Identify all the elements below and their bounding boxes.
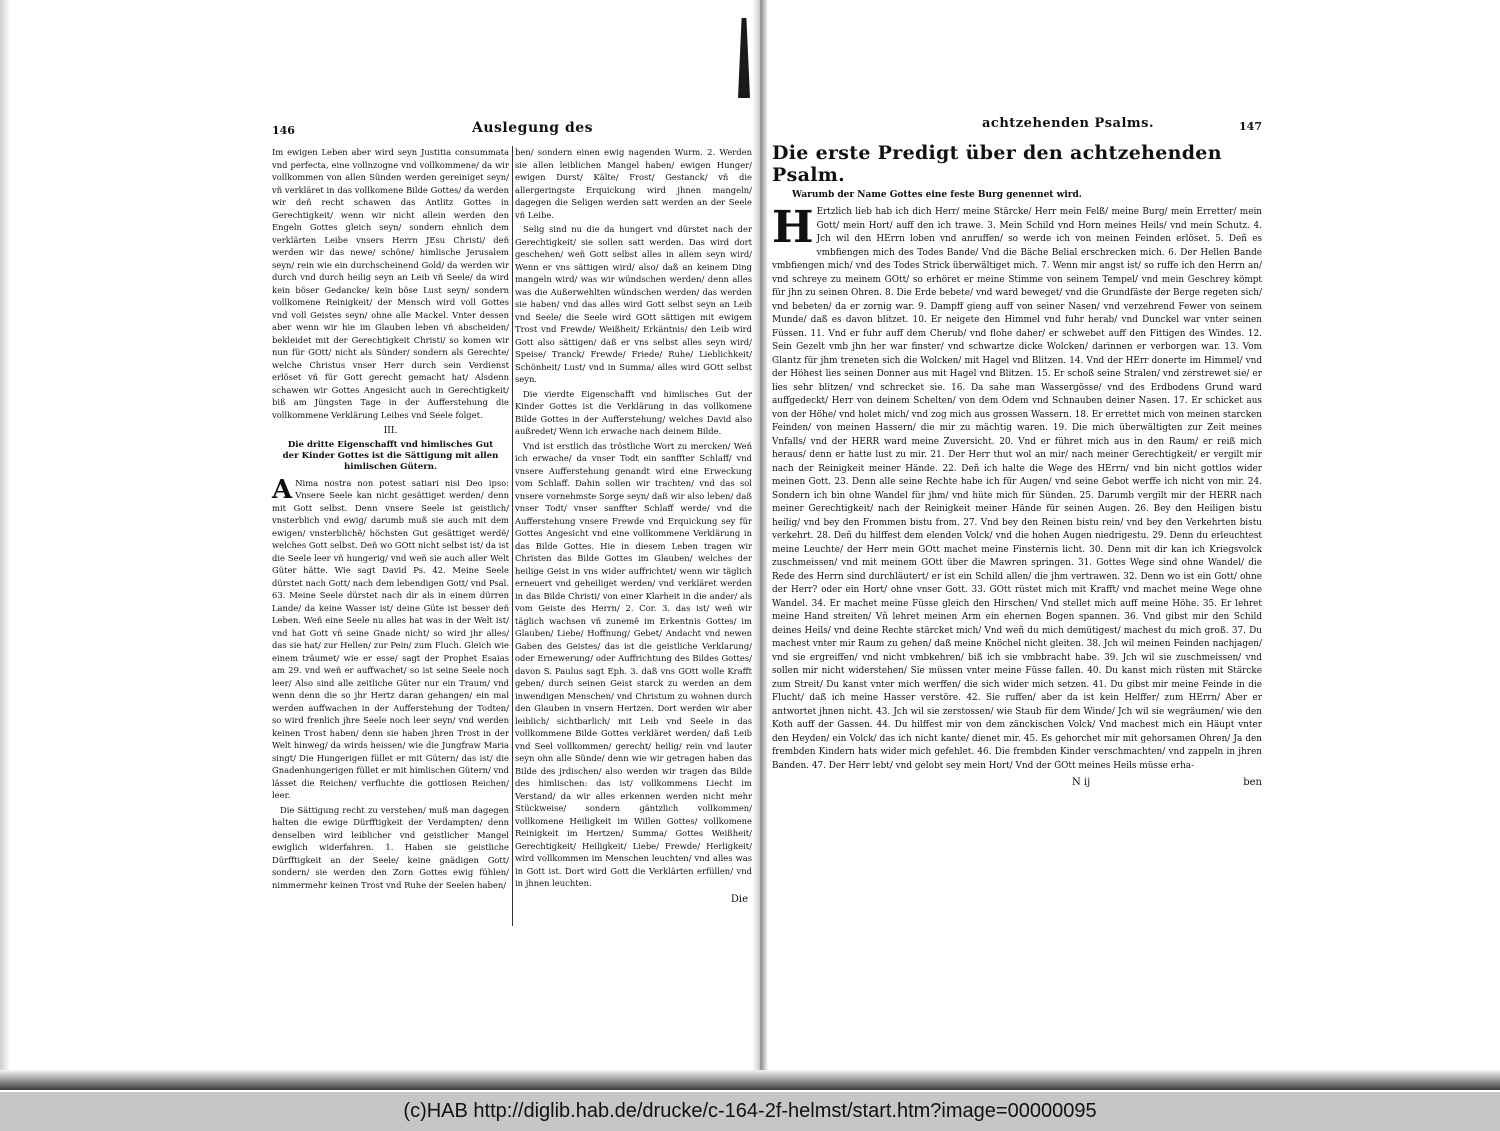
sermon-title: Die erste Predigt über den achtzehenden Psalm. <box>772 142 1222 186</box>
col1-body-paragraph <box>272 474 509 802</box>
col1-body-paragraph-2: Die Sättigung recht zu verstehen/ muß man dagegen halten die ewige Dürfftigkeit der Verdampten/ denn denselben wird leiblicher vnd geistlicher Mangel ewiglich widerfahren. 1. Haben sie geistliche Dürfftigkeit an der Seele/ keine gnädigen Gott/ sondern/ sie werden den Zorn Gottes ewig fühlen/ nimmermehr keinen Trost vnd Ruhe der Seelen haben/ <box>272 804 509 890</box>
col1-body-text: Nima nostra non potest satiari nisi Deo ipso: Vnsere Seele kan nicht gesättiget werden/ denn mit Gott selbst. Denn vnsere Seele ist geistlich/ vnsterblich vnd ewig/ darumb muß sie auch mit dem ewigen/ vnsterblichẽ/ höchsten Gut gesättiget werdẽ/ welches Gott selbst. Deñ wo GOtt nicht selbst ist/ da ist die Seele leer vñ hungerig/ vnd weñ sie auch aller Welt Güter hätte. Wie sagt David Ps. 42. Meine Seele dürstet nach Gott/ nach dem lebendigen Gott/ vnd Psal. 63. Meine Seele dürstet nach dir als in einem dürren Lande/ da keine Wasser ist/ deine Güte ist besser deñ Leben. Weñ eine Seele nu alles hat was in der Welt ist/ vnd hat Gott vñ seine Gnade nicht/ so wird jhr alles/ das sie hat/ zur Hellen/ zur Pein/ zum Fluch. Gleich wie einem träumet/ wie er esse/ sagt der Prophet Esaias am 29. vnd weñ er auffwachet/ so ist seine Seele noch leer/ Also sind alle zeitliche Güter nur ein Traum/ vnd wenn denn die so jhr Hertz daran gehangen/ ein mal werden auffwachen in der Aufferstehung der Todten/ so wird frenlich jhre Seele noch leer seyn/ vnd werden keinen Trost haben/ denn sie haben jhren Trost in der Welt hinweg/ da wirds heissen/ wie die Jungfraw Maria singt/ Die Hungerigen füllet er mit Gütern/ das ist/ die Gnadenhungerigen füllet er mit himlischen Gütern/ vnd lässet die Reichen/ verfluchte die gottlosen Reichen/ leer. <box>272 477 509 800</box>
signature-mark: N ij <box>1072 777 1091 788</box>
drop-cap: H <box>772 202 814 253</box>
left-page-columns <box>272 146 752 906</box>
scan-bottom-edge <box>0 1070 1500 1090</box>
section-number: III. <box>383 426 398 436</box>
col2-paragraph-1: ben/ sondern einen ewig nagenden Wurm. 2. Werden sie allen leiblichen Mangel haben/ ewigen Hunger/ ewigen Durst/ Kälte/ Frost/ Gestanck/ vñ die allergeringste Erquickung wird jhnen mangeln/ dagegen die Seligen werden satt werden an der Seele vñ Leibe. <box>515 147 752 220</box>
right-catchword: ben <box>1243 777 1262 788</box>
left-page-number: 146 <box>272 124 295 137</box>
col2-paragraph-2: Selig sind nu die da hungert vnd dürstet nach der Gerechtigkeit/ sie sollen satt werden. Das wird dort geschehen/ weñ Gott selbst alles in allem seyn wird/ Wenn er vns sättigen wird/ also/ daß an keinem Ding mangeln wird/ was wir wündschen werden/ denn alles was die Außerwehlten wündschen werden/ das werden sie haben/ vnd das alles wird Gott selbst seyn an Leib vnd Seele/ die Seele wird GOtt sättigen mit ewigem Trost vnd Frewde/ Weißheit/ Erkäntnis/ den Leib wird Gott also sättigen/ daß er vns selbst alles seyn wird/ Speise/ Tranck/ Frewde/ Friede/ Ruhe/ Lieblichkeit/ Schönheit/ Lust/ vnd in Summa/ alles wird GOtt selbst seyn. <box>515 224 752 384</box>
left-running-title: Auslegung des <box>472 120 594 136</box>
left-running-head <box>272 120 752 142</box>
left-page <box>272 120 752 940</box>
right-page-number: 147 <box>1239 120 1262 133</box>
left-catchword: Die <box>730 893 748 905</box>
right-page <box>772 110 1262 940</box>
right-running-title: achtzehenden Psalms. <box>982 116 1155 131</box>
right-running-head <box>772 110 1262 132</box>
psalm-text <box>772 202 1262 773</box>
page-edge-shadow <box>0 0 10 1090</box>
book-gutter <box>752 0 768 1080</box>
drop-cap: A <box>272 474 293 505</box>
left-column-2 <box>515 146 752 906</box>
left-column-1 <box>272 146 509 906</box>
right-page-footer <box>772 777 1262 793</box>
sermon-subtitle: Warumb der Name Gottes eine feste Burg genennet wird. <box>792 190 1082 200</box>
col2-paragraph-3: Die vierdte Eigenschafft vnd himlisches Gut der Kinder Gottes ist die Verklärung in das vollkomene Bilde Gottes in der Aufferstehung/ welches David also außredet/ Wenn ich erwache nach deinem Bilde. <box>515 388 752 436</box>
col1-intro-paragraph: Im ewigen Leben aber wird seyn Justitia consummata vnd perfecta, eine vollnzogne vnd vollkommene/ da wir vollkommen von allen Sünden werden gereiniget seyn/ vñ verkläret in das vollkomene Bilde Gottes/ da werden wir deñ recht schawen das Antlitz Gottes in Gerechtigkeit/ wenn wir nicht allein werden den Engeln Gottes gleich seyn/ sondern ehnlich dem verklärten Leibe vnsers Herrn JEsu Christi/ deñ werden wir das newe/ schöne/ himlische Jerusalem seyn/ rein wie ein durchscheinend Gold/ da werden wir durch vnd durch heilig seyn an Leib vñ Seele/ da wird kein böser Gedancke/ kein böse Lust seyn/ sondern vollkomene Reinigkeit/ der Mensch wird voll Gottes vnd voll Geistes seyn/ ohne alle Mackel. Vnter dessen aber wenn wir hie im Glauben leben vñ abscheiden/ bekleidet mit der Gerechtigkeit Christi/ so komen wir nun für GOtt/ nicht als Sünder/ sondern als Gerechte/ welche Christus vnser Herr durch sein Verdienst erlöset vñ für Gott gerecht gemacht hat/ Alsdenn schawen wir Gottes Angesicht auch in Gerechtigkeit/ biß am Jüngsten Tage in der Aufferstehung die vollkommene Verklärung Leibes vnd Seele folget. <box>272 147 509 420</box>
psalm-body: Ertzlich lieb hab ich dich Herr/ meine Stärcke/ Herr mein Felß/ meine Burg/ mein Erretter/ mein Gott/ mein Hort/ auff den ich trawe. 3. Mein Schild vnd Horn meines Heils/ vnd mein Schutz. 4. Jch wil den HErrn loben vnd anruffen/ so werde ich von meinen Feinden erlöset. 5. Deñ es vmbfiengen mich des Todes Bande/ Vnd die Bäche Belial erschrecken mich. 6. Der Hellen Bande vmbfiengen mich/ vnd des Todes Strick überwältiget mich. 7. Wenn mir angst ist/ so ruffe ich den Herrn an/ vnd schreye zu meinem GOtt/ so erhöret er meine Stimme von seinem Tempel/ vnd mein Geschrey kömpt für jhn zu seinen Ohren. 8. Die Erde bebete/ vnd ward beweget/ vnd die Grundfäste der Berge regeten sich/ vnd bebeten/ da er zornig war. 9. Dampff gieng auff von seiner Nasen/ vnd verzehrend Fewer von seinem Munde/ daß es davon blitzet. 10. Er neigete den Himmel vnd fuhr herab/ vnd Dunckel war vnter seinen Füssen. 11. Vnd er fuhr auff dem Cherub/ vnd flohe daher/ er schwebet auff den Fittigen des Windes. 12. Sein Gezelt vmb jhn her war finster/ vnd schwartze dicke Wolcken/ darinnen er verborgen war. 13. Vom Glantz für jhm treneten sich die Wolcken/ mit Hagel vnd Blitzen. 14. Vnd der HErr donerte im Himmel/ vnd der Höhest lies seinen Donner aus mit Hagel vnd Blitzen. 15. Er schoß seine Stralen/ vnd zerstrewet sie/ er lies sehr blitzen/ vnd schrecket sie. 16. Da sahe man Wassergösse/ vnd des Erdbodens Grund ward auffgedeckt/ Herr von deinem Schelten/ von dem Odem vnd Schnauben deiner Nasen. 17. Er schicket aus von der Höhe/ vnd holet mich/ vnd zog mich aus grossen Wassern. 18. Er errettet mich von meinen starcken Feinden/ von meinen Hassern/ die mir zu mächtig waren. 19. Die mich überwältigten zur Zeit meines Vnfalls/ vnd der HERR ward meine Zuversicht. 20. Vnd er führet mich aus in den Raum/ er reiß mich heraus/ denn er hatte lust zu mir. 21. Der Herr thut wol an mir/ nach meiner Gerechtigkeit/ er vergilt mir nach der Reinigkeit meiner Hände. 22. Deñ ich halte die Wege des HErrn/ vnd bin nicht gottlos wider meinen Gott. 23. Denn alle seine Rechte habe ich für Augen/ vnd seine Gebot werffe ich nicht von mir. 24. Sondern ich bin ohne Wandel für jhm/ vnd hüte mich für Sünden. 25. Darumb vergilt mir der HERR nach meiner Gerechtigkeit/ nach der Reinigkeit meiner Hände für seinen Augen. 26. Bey den Heiligen bistu heilig/ vnd bey den Frommen bistu from. 27. Vnd bey den Reinen bistu rein/ vnd bey den Verkehrten bistu verkehrt. 28. Deñ du hilffest dem elenden Volck/ vnd die hohen Augen niedrigestu. 29. Denn du erleuchtest meine Leuchte/ der Herr mein GOtt machet meine Finsternis licht. 30. Denn mit dir kan ich Kriegsvolck zuschmeissen/ vnd mit meinem GOtt über die Mawren springen. 31. Gottes Wege sind ohne Wandel/ die Rede des Herrn sind durchläutert/ er ist ein Schild allen/ die jhm vertrawen. 32. Denn wo ist ein Gott/ ohne der Herr? oder ein Hort/ ohne vnser Gott. 33. GOtt rüstet mich mit Krafft/ vnd machet meine Wege ohne Wandel. 34. Er machet meine Füsse gleich den Hirschen/ Vnd stellet mich auff meine Höhe. 35. Er lehret meine Hand streiten/ Vñ lehret meinen Arm ein ehernen Bogen spannen. 36. Vnd gibst mir den Schild deines Heils/ vnd deine Rechte stärcket mich/ Vnd weñ du mich demütigest/ machest du mich groß. 37. Du machest vnter mir Raum zu gehen/ daß meine Knöchel nicht gleiten. 38. Jch wil meinen Feinden nachjagen/ vnd sie ergreiffen/ vnd nicht vmbkehren/ biß ich sie vmbbracht habe. 39. Jch wil sie zuschmeissen/ vnd sollen mir nicht widerstehen/ Sie müssen vnter meine Füsse fallen. 40. Du kanst mich rüsten mit Stärcke zum Streit/ Du kanst vnter mich werffen/ die sich wider mich setzen. 41. Du gibst mir meine Feinde in die Flucht/ daß ich meine Hasser verstöre. 42. Sie ruffen/ aber da ist kein Helffer/ zum HErrn/ Aber er antwortet jhnen nicht. 43. Jch wil sie zerstossen/ wie Staub für dem Winde/ Jch wil sie wegräumen/ wie den Koth auff der Gassen. 44. Du hilffest mir von dem zänckischen Volck/ Vnd machest mich ein Häupt vnter den Heyden/ ein Volck/ das ich nicht kante/ dienet mir. 45. Es gehorchet mir mit gehorsamen Ohren/ Ja den frembden Kindern hats wider mich gefehlet. 46. Die frembden Kinder verschmachten/ vnd zappeln in jhren Banden. 47. Der Herr lebt/ vnd gelobt sey mein Hort/ Vnd der GOtt meines Heils müsse erha- <box>772 207 1262 771</box>
col2-paragraph-4: Vnd ist erstlich das tröstliche Wort zu mercken/ Weñ ich erwache/ da vnser Todt ein sanffter Schlaff/ vnd vnsere Aufferstehung genandt wird eine Erweckung vom Schlaff. Dahin sollen wir trachten/ vnd das sol vnsere vornehmste Sorge seyn/ daß wir also leben/ daß vnser Todt/ vnser sanffter Schlaff werde/ vnd die Aufferstehung vnsere Frewde vnd Erquickung sey für Gottes Angesicht vnd eine vollkommene Verklärung in das Bilde Gottes. Hie in diesem Leben tragen wir Christen das Bilde Gottes im Glauben/ welches der heilige Geist in vns wider auffrichtet/ wenn wir täglich erneuert vnd geheiliget werden/ vnd verkläret werden in das Bilde Christi/ von einer Klarheit in die ander/ als vom Geiste des Herrn/ 2. Cor. 3. das ist/ weñ wir täglich wachsen vñ zunemẽ im Erkentnis Gottes/ im Glauben/ Liebe/ Hoffnung/ Gebet/ Andacht vnd newen Gaben des Geistes/ das ist die geistliche Verklarung/ oder Ernewerung/ oder Auffrichtung des Bildes Gottes/ davon S. Paulus sagt Eph. 3. daß vns GOtt wolle Krafft geben/ durch seinen Geist starck zu werden an dem inwendigen Menschen/ vnd Christum zu wohnen durch den Glauben in vnsern Hertzen. Dort werden wir aber leiblich/ sichtbarlich/ mit Leib vnd Seele in das vollkommene Bilde Gottes verkläret werden/ daß Leib vnd Seel vollkommen/ gerecht/ heilig/ rein vnd lauter seyn ohn alle Sünde/ denn wie wir getragen haben das Bilde des jrdischen/ also werden wir tragen das Bilde des himlischen: das ist/ vollkommens Liecht im Verstand/ da wir alles erkennen werden nicht mehr Stückweise/ sondern gäntzlich vollkommen/ vollkomene Heiligkeit im Willen Gottes/ vollkomene Reinigkeit im Hertzen/ Summa/ Gottes Weißheit/ Gerechtigkeit/ Heiligkeit/ Liebe/ Frewde/ Herligkeit/ wird vollkommen im Menschen leuchten/ vnd alles was in Gott ist. Dort wird Gott die Verklärten erfüllen/ vnd in jhnen leuchten. <box>515 440 752 888</box>
section-heading: Die dritte Eigenschafft vnd himlisches Gut der Kinder Gottes ist die Sättigung mit allen himlischen Gütern. <box>282 439 499 472</box>
copyright-caption: (c)HAB http://diglib.hab.de/drucke/c-164-2f-helmst/start.htm?image=00000095 <box>0 1092 1500 1131</box>
bookmark-tab <box>738 18 750 98</box>
